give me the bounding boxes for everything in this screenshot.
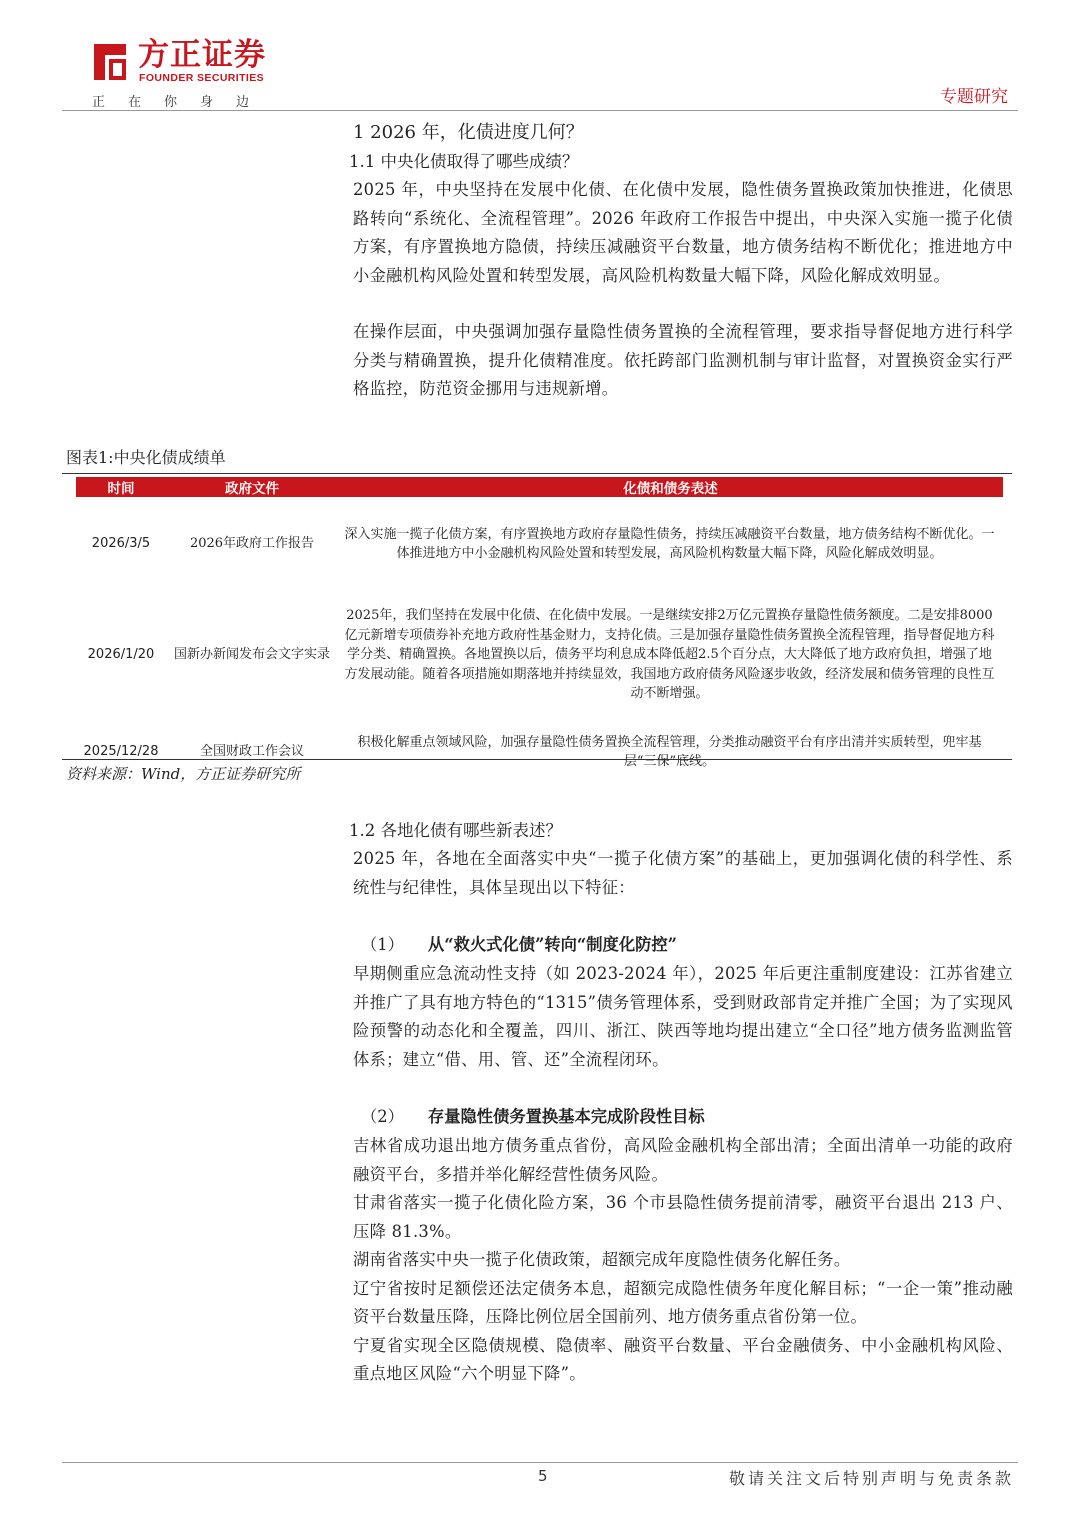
point-2-heading xyxy=(361,1102,1013,1132)
point-1-number: （1） xyxy=(361,935,404,954)
point-2-title: 存量隐性债务置换基本完成阶段性目标 xyxy=(427,1107,705,1126)
paragraph-hunan: 湖南省落实中央一揽子化债政策，超额完成年度隐性债务化解任务。 xyxy=(353,1250,851,1269)
footer-divider xyxy=(62,1462,1018,1463)
point-1-title: 从“救火式化债”转向“制度化防控” xyxy=(427,935,678,954)
subsection-1-1-title: 1.1 中央化债取得了哪些成绩？ xyxy=(349,152,579,171)
table-row xyxy=(76,497,1003,591)
section-1-2 xyxy=(349,817,1013,1389)
central-debt-table xyxy=(76,477,1003,785)
logo-english-name: FOUNDER SECURITIES xyxy=(139,72,265,84)
paragraph-ningxia: 宁夏省实现全区隐债规模、隐债率、融资平台数量、平台金融债务、中小金融机构风险、重点地区风险“六个明显下降”。 xyxy=(353,1335,1013,1383)
paragraph-point-1: 早期侧重应急流动性支持（如 2023-2024 年），2025 年后更注重制度建设：江苏省建立并推广了具有地方特色的“1315”债务管理体系，受到财政部肯定并推广全国；为了实现风险预警的动态化和全覆盖，四川、浙江、陕西等地均提出建立“全口径”地方债务监测监管体系；建立“借、用、管、还”全流程闭环。 xyxy=(353,964,1013,1069)
column-header-description: 化债和债务表述 xyxy=(338,477,1003,497)
figure-source: 资料来源：Wind，方正证券研究所 xyxy=(66,765,301,783)
row-date: 2025/12/28 xyxy=(83,744,159,760)
point-2-number: （2） xyxy=(361,1107,404,1126)
column-header-date: 时间 xyxy=(76,477,166,497)
paragraph-liaoning: 辽宁省按时足额偿还法定债务本息，超额完成隐性债务年度化解目标；“一企一策”推动融资平台数量压降，压降比例位居全国前列、地方债务重点省份第一位。 xyxy=(353,1278,1013,1326)
table-header-row xyxy=(76,477,1003,497)
section-1-title: 1 2026 年，化债进度几何？ xyxy=(353,122,584,143)
spacer xyxy=(353,902,1013,930)
footer-disclaimer: 敬请关注文后特别声明与免责条款 xyxy=(728,1469,1014,1488)
row-description: 积极化解重点领域风险，加强存量隐性债务置换全流程管理，分类推动融资平台有序出清并实质转型，兜牢基层“三保”底线。 xyxy=(357,734,982,769)
section-1 xyxy=(349,118,1013,404)
table-row xyxy=(76,591,1003,719)
point-1-heading xyxy=(361,930,1013,960)
paragraph-operational-level: 在操作层面，中央强调加强存量隐性债务置换的全流程管理，要求指导督促地方进行科学分类与精确置换，提升化债精准度。依托跨部门监测机制与审计监督，对置换资金实行严格监控，防范资金挪用与违规新增。 xyxy=(353,322,1013,398)
row-document: 2026年政府工作报告 xyxy=(189,536,315,552)
header-divider xyxy=(62,110,1018,111)
founder-logo-icon xyxy=(88,40,132,84)
paragraph-central-achievements: 2025 年，中央坚持在发展中化债、在化债中发展，隐性债务置换政策加快推进，化债思路转向“系统化、全流程管理”。2026 年政府工作报告中提出，中央深入实施一揽子化债方案，有序置换地方隐债，持续压减融资平台数量，地方债务结构不断优化；推进地方中小金融机构风险处置和转型发展，高风险机构数量大幅下降，风险化解成效明显。 xyxy=(353,180,1013,285)
paragraph-gansu: 甘肃省落实一揽子化债化险方案，36 个市县隐性债务提前清零，融资平台退出 213 户、压降 81.3%。 xyxy=(353,1193,1013,1241)
paragraph-jilin: 吉林省成功退出地方债务重点省份，高风险金融机构全部出清；全面出清单一功能的政府融资平台，多措并举化解经营性债务风险。 xyxy=(353,1136,1013,1184)
figure-bottom-rule xyxy=(62,759,1012,760)
row-description: 深入实施一揽子化债方案，有序置换地方政府存量隐性债务，持续压减融资平台数量，地方债务结构不断优化。一体推进地方中小金融机构风险处置和转型发展，高风险机构数量大幅下降，风险化解成效明显。 xyxy=(344,526,995,561)
row-document: 全国财政工作会议 xyxy=(199,744,304,760)
spacer xyxy=(353,290,1013,318)
row-document: 国新办新闻发布会文字实录 xyxy=(173,647,330,663)
column-header-document: 政府文件 xyxy=(166,477,338,497)
spacer xyxy=(353,1074,1013,1102)
figure-1-title: 图表1:中央化债成绩单 xyxy=(66,448,226,467)
slogan: 正在你身边 xyxy=(92,95,273,110)
logo-chinese-name: 方正证券 xyxy=(138,37,266,73)
paragraph-local-intro: 2025 年，各地在全面落实中央“一揽子化债方案”的基础上，更加强调化债的科学性、系统性与纪律性，具体呈现出以下特征： xyxy=(353,849,1013,897)
row-description: 2025年，我们坚持在发展中化债、在化债中发展。一是继续安排2万亿元置换存量隐性债务额度。二是安排8000亿元新增专项债券补充地方政府性基金财力，支持化债。三是加强存量隐性债务置换全流程管理，指导督促地方科学分类、精确置换。各地置换以后，债务平均利息成本降低超2.5个百分点，大大降低了地方政府负担，增强了地方发展动能。随着各项措施如期落地并持续显效，我国地方政府债务风险逐步收敛，经济发展和债务管理的良性互动不断增强。 xyxy=(344,608,995,702)
row-date: 2026/3/5 xyxy=(91,536,151,552)
subsection-1-2-title: 1.2 各地化债有哪些新表述？ xyxy=(349,821,562,840)
report-type-label: 专题研究 xyxy=(940,87,1008,107)
page-number: 5 xyxy=(538,1467,548,1485)
row-date: 2026/1/20 xyxy=(87,647,155,663)
figure-top-rule xyxy=(62,473,1012,474)
